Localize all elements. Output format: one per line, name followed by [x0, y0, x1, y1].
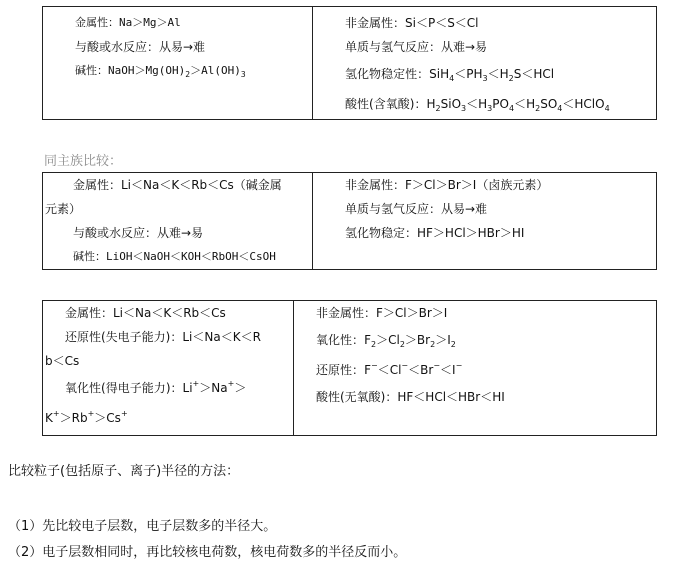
basicity: 碱性：$NaOH>Mg(OH)_2>Al(OH)_3$	[75, 64, 246, 79]
alkali-basicity: 碱性：LiOH＜NaOH＜KOH＜RbOH＜CsOH	[73, 250, 276, 263]
halogen-column	[313, 173, 657, 270]
alkali-column	[43, 173, 313, 270]
reducibility: 还原性(失电子能力)：Li＜Na＜K＜R	[65, 330, 261, 344]
metal-column	[43, 7, 313, 120]
nonmetal-column	[313, 7, 657, 120]
period-comparison-table	[42, 6, 657, 120]
anion-reducibility: 还原性：F−＜Cl−＜Br−＜I−	[316, 361, 463, 377]
nonmetallic-property: 非金属性：Si＜P＜S＜Cl	[345, 16, 479, 30]
cation-oxidizability: 氧化性(得电子能力)：Li+＞Na+＞	[65, 379, 247, 395]
radius-rule-1: （1）先比较电子层数，电子层数多的半径大。	[8, 519, 277, 534]
redox-comparison-table	[42, 300, 657, 436]
radius-method-title: 比较粒子(包括原子、离子)半径的方法：	[8, 464, 240, 479]
reducibility-cont: b＜Cs	[45, 354, 80, 368]
halide-stability: 氢化物稳定：HF＞HCl＞HBr＞HI	[345, 226, 525, 240]
alkali-metallic-property: 金属性：Li＜Na＜K＜Rb＜Cs（碱金属	[73, 178, 282, 192]
metal-redox-column	[43, 301, 294, 436]
hydride-stability: 氢化物稳定性：$SiH_4<PH_3<H_2S<HCl$	[345, 67, 555, 83]
halogen-nonmetallic: 非金属性：F＞Cl＞Br＞I	[316, 306, 448, 320]
reaction-with-acid-water: 与酸或水反应：从易→难	[75, 40, 206, 54]
nonmetal-redox-column	[294, 301, 657, 436]
radius-rule-2: （2）电子层数相同时，再比较核电荷数，核电荷数多的半径反而小。	[8, 545, 407, 560]
group-comparison-table	[42, 172, 657, 270]
halogen-reaction: 单质与氢气反应：从易→难	[345, 202, 488, 216]
halogen-oxidizability: 氧化性：$F_2>Cl_2>Br_2>I_2$	[316, 333, 456, 349]
cation-oxidizability-cont: K+＞Rb+＞Cs+	[45, 409, 128, 425]
metallic-property: 金属性：Na＞Mg＞Al	[75, 16, 181, 29]
oxyacid-acidity: 酸性(含氧酸)：$H_2SiO_3<H_3PO_4<H_2SO_4<HClO_4$	[345, 97, 610, 113]
halogen-nonmetallic-property: 非金属性：F＞Cl＞Br＞I（卤族元素）	[345, 178, 549, 192]
alkali-metallic-property-cont: 元素）	[45, 202, 82, 216]
alkali-reaction: 与酸或水反应：从难→易	[73, 226, 204, 240]
section-heading: 同主族比较：	[44, 154, 123, 169]
metal-metallic-property: 金属性：Li＜Na＜K＜Rb＜Cs	[65, 306, 226, 320]
anoxic-acidity: 酸性(无氧酸)：HF＜HCl＜HBr＜HI	[316, 390, 505, 404]
reaction-with-hydrogen: 单质与氢气反应：从难→易	[345, 40, 488, 54]
